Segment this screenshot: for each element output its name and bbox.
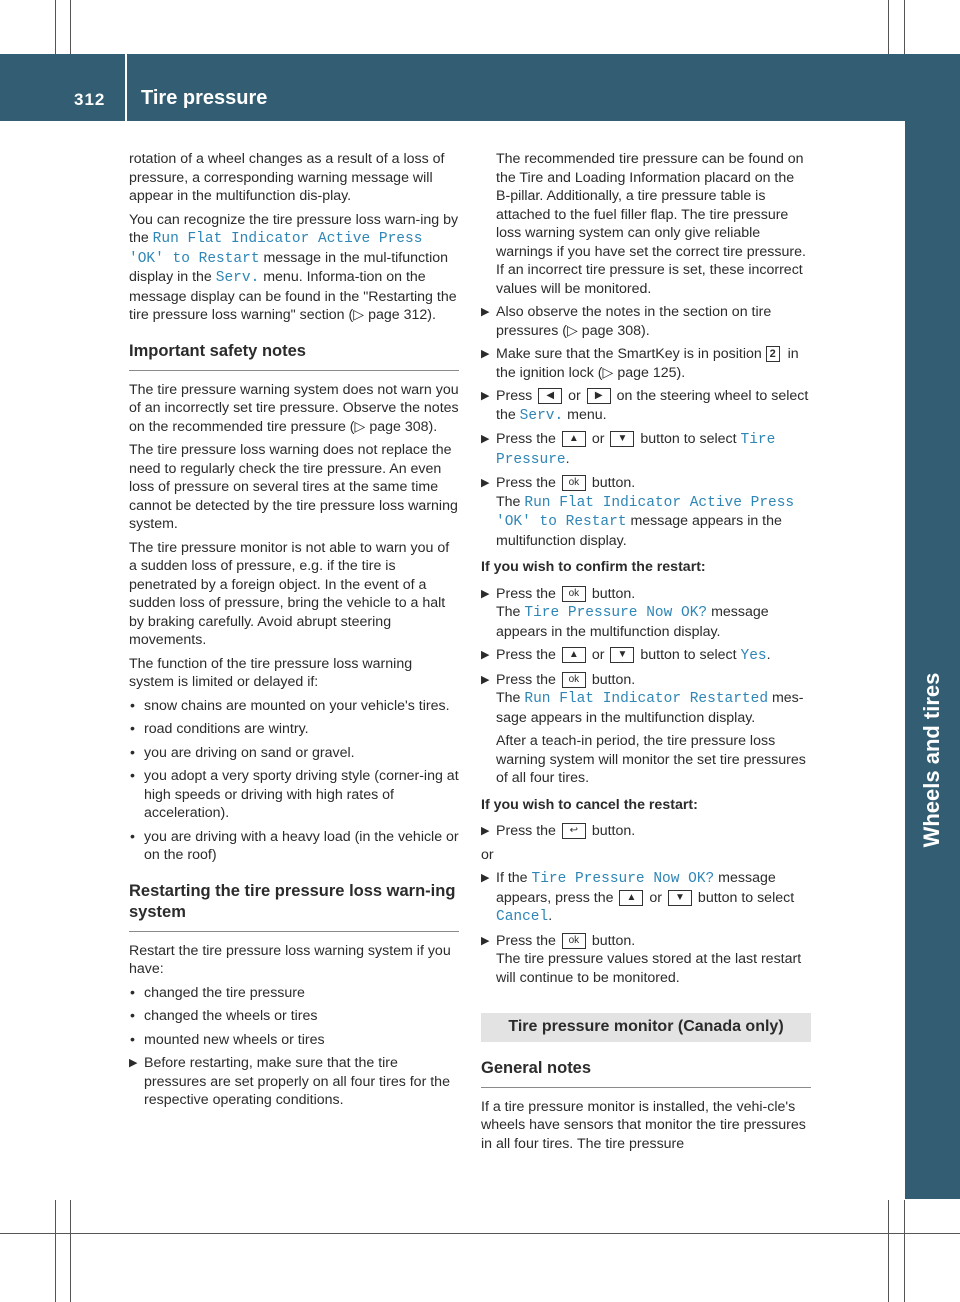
key-position-icon: 2 bbox=[766, 346, 780, 362]
crop-mark bbox=[888, 1200, 889, 1302]
section-banner: Tire pressure monitor (Canada only) bbox=[481, 1013, 811, 1042]
crop-mark bbox=[55, 1200, 56, 1302]
left-column bbox=[129, 150, 459, 1115]
down-button-icon: ▼ bbox=[610, 647, 634, 663]
instruction-step: ▶ Press the ↩ button. bbox=[481, 823, 636, 839]
display-message: Run Flat Indicator Active Press 'OK' to Restart bbox=[496, 494, 795, 530]
list-item: • you are driving with a heavy load (in the vehicle or on the roof) bbox=[130, 828, 459, 863]
crop-mark bbox=[904, 1200, 905, 1302]
crop-mark bbox=[0, 1233, 960, 1234]
display-message: Serv. bbox=[519, 407, 564, 424]
step-arrow-icon: ▶ bbox=[481, 825, 490, 837]
step-arrow-icon: ▶ bbox=[481, 934, 490, 947]
display-message: Serv. bbox=[215, 270, 260, 286]
step-arrow-icon: ▶ bbox=[481, 477, 490, 489]
instruction-step: ▶ Also observe the notes in the section on tire pressures (▷ page 308). bbox=[481, 304, 772, 339]
down-button-icon: ▼ bbox=[610, 431, 634, 447]
paragraph: rotation of a wheel changes as a result of a loss of pressure, a corresponding warning message will appear in the multifunction dis-play. bbox=[129, 151, 445, 204]
page-number: 312 bbox=[74, 90, 106, 109]
step-arrow-icon: ▶ bbox=[481, 348, 490, 360]
step-arrow-icon: ▶ bbox=[481, 673, 490, 686]
list-item: • snow chains are mounted on your vehicle's tires. bbox=[130, 697, 450, 714]
ok-button-icon: ok bbox=[562, 933, 586, 949]
display-message: Tire Pressure Now OK? bbox=[531, 871, 715, 887]
up-button-icon: ▲ bbox=[562, 647, 586, 663]
instruction-step: ▶ Before restarting, make sure that the tire pressures are set properly on all four tires for the respective operating conditions. bbox=[129, 1055, 450, 1108]
up-button-icon: ▲ bbox=[619, 890, 643, 906]
list-item: • road conditions are wintry. bbox=[130, 721, 309, 737]
page-title: Tire pressure bbox=[141, 87, 268, 109]
left-button-icon: ◀ bbox=[538, 388, 562, 404]
subheading: If you wish to cancel the restart: bbox=[481, 796, 698, 813]
section-heading: General notes bbox=[481, 1058, 811, 1088]
instruction-step: ▶ Press the ▲ or ▼ button to select Yes. bbox=[481, 647, 771, 664]
list-item: • you adopt a very sporty driving style (corner-ing at high speeds or driving with high rates of acceleration). bbox=[130, 768, 459, 821]
instruction-step: ▶ Press ◀ or ▶ on the steering wheel to select the Serv. menu. bbox=[481, 388, 809, 424]
up-button-icon: ▲ bbox=[562, 431, 586, 447]
crop-mark bbox=[70, 1200, 71, 1302]
display-message: Cancel bbox=[496, 909, 549, 925]
instruction-step: ▶ Press the ok button. The Run Flat Indicator Active Press 'OK' to Restart message appears in the multifunction display. bbox=[481, 475, 795, 549]
side-tab bbox=[905, 54, 960, 1199]
page-reference-link[interactable]: ▷ page 312 bbox=[353, 307, 428, 323]
ok-button-icon: ok bbox=[562, 475, 586, 491]
instruction-step: ▶ Press the ▲ or ▼ button to select Tire Pressure. bbox=[481, 431, 776, 468]
step-arrow-icon: ▶ bbox=[481, 649, 490, 661]
list-item: • changed the tire pressure bbox=[130, 984, 305, 1001]
paragraph: The tire pressure monitor is not able to warn you of a sudden loss of pressure, e.g. if the tire is penetrated by a foreign object. In the event of a sudden loss of pressure, bring the vehicle to a halt by braking carefully. Avoid abrupt steering movements. bbox=[129, 539, 450, 648]
down-button-icon: ▼ bbox=[668, 890, 692, 906]
step-arrow-icon: ▶ bbox=[481, 306, 490, 318]
paragraph: If a tire pressure monitor is installed, the vehi-cle's wheels have sensors that monitor the tire pressures in all four tires. The tire pressure bbox=[481, 1098, 806, 1152]
subheading: If you wish to confirm the restart: bbox=[481, 559, 706, 575]
ok-button-icon: ok bbox=[562, 586, 586, 602]
section-heading: Important safety notes bbox=[129, 341, 459, 371]
step-arrow-icon: ▶ bbox=[481, 433, 490, 445]
display-message: Yes bbox=[740, 648, 767, 664]
display-message: Tire Pressure Now OK? bbox=[524, 605, 708, 621]
paragraph: The tire pressure warning system does not warn you of an incorrectly set tire pressure. Observe the notes on the recommended tire pressure (▷ page 308). bbox=[129, 381, 459, 435]
list-item: • changed the wheels or tires bbox=[130, 1008, 318, 1024]
instruction-step: ▶ Press the ok button. The tire pressure values stored at the last restart will continue to be monitored. bbox=[481, 932, 802, 986]
paragraph: The recommended tire pressure can be found on the Tire and Loading Information placard on the B-pillar. Additionally, a tire pressure table is attached to the fuel filler flap. The tire pressure loss warning system can only give reliable warnings if you have set the correct tire pressure. If an incorrect tire pressure is set, these incorrect values will be monitored. bbox=[496, 151, 806, 297]
back-button-icon: ↩ bbox=[562, 823, 586, 839]
step-arrow-icon: ▶ bbox=[481, 390, 490, 402]
paragraph: After a teach-in period, the tire pressure loss warning system will monitor the set tire pressures of all four tires. bbox=[496, 733, 806, 786]
list-item: • you are driving on sand or gravel. bbox=[130, 744, 355, 761]
instruction-step: ▶ If the Tire Pressure Now OK? message appears, press the ▲ or ▼ button to select Cancel. bbox=[481, 870, 795, 925]
paragraph: The function of the tire pressure loss warning system is limited or delayed if: bbox=[129, 655, 413, 690]
side-tab-label: Wheels and tires bbox=[919, 672, 944, 848]
instruction-step: ▶ Press the ok button. The Tire Pressure Now OK? message appears in the multifunction display. bbox=[481, 585, 769, 640]
paragraph: Restart the tire pressure loss warning system if you have: bbox=[129, 942, 451, 977]
section-heading: Restarting the tire pressure loss warn-ing system bbox=[129, 881, 459, 932]
ok-button-icon: ok bbox=[562, 672, 586, 688]
header-divider bbox=[125, 54, 127, 121]
display-message: Run Flat Indicator Active Press 'OK' to Restart bbox=[129, 231, 423, 267]
list-item: • mounted new wheels or tires bbox=[130, 1031, 325, 1048]
paragraph: You can recognize the tire pressure loss warn-ing by the Run Flat Indicator Active Press 'OK' to Restart message in the mul-tifunction display in the Serv. menu. Informa-tion on the message display can be found in the "Restarting the tire pressure loss warning" section (▷ page 312). bbox=[129, 211, 459, 323]
display-message: Run Flat Indicator Restarted bbox=[524, 691, 769, 707]
page-header bbox=[0, 54, 905, 121]
right-column bbox=[481, 150, 811, 1158]
instruction-step: ▶ Make sure that the SmartKey is in position 2 in the ignition lock (▷ page 125). bbox=[481, 346, 799, 381]
instruction-step: ▶ Press the ok button. The Run Flat Indicator Restarted mes-sage appears in the multifunction display. bbox=[481, 671, 804, 726]
or-text: or bbox=[481, 846, 494, 863]
right-button-icon: ▶ bbox=[587, 388, 611, 404]
paragraph: The tire pressure loss warning does not replace the need to regularly check the tire pressure. An even loss of pressure on several tires at the same time cannot be detected by the tire pressure loss warning system. bbox=[129, 442, 458, 532]
step-arrow-icon: ▶ bbox=[481, 872, 490, 884]
step-arrow-icon: ▶ bbox=[129, 1057, 138, 1069]
display-message: Tire Pressure bbox=[496, 432, 776, 468]
step-arrow-icon: ▶ bbox=[481, 587, 490, 600]
